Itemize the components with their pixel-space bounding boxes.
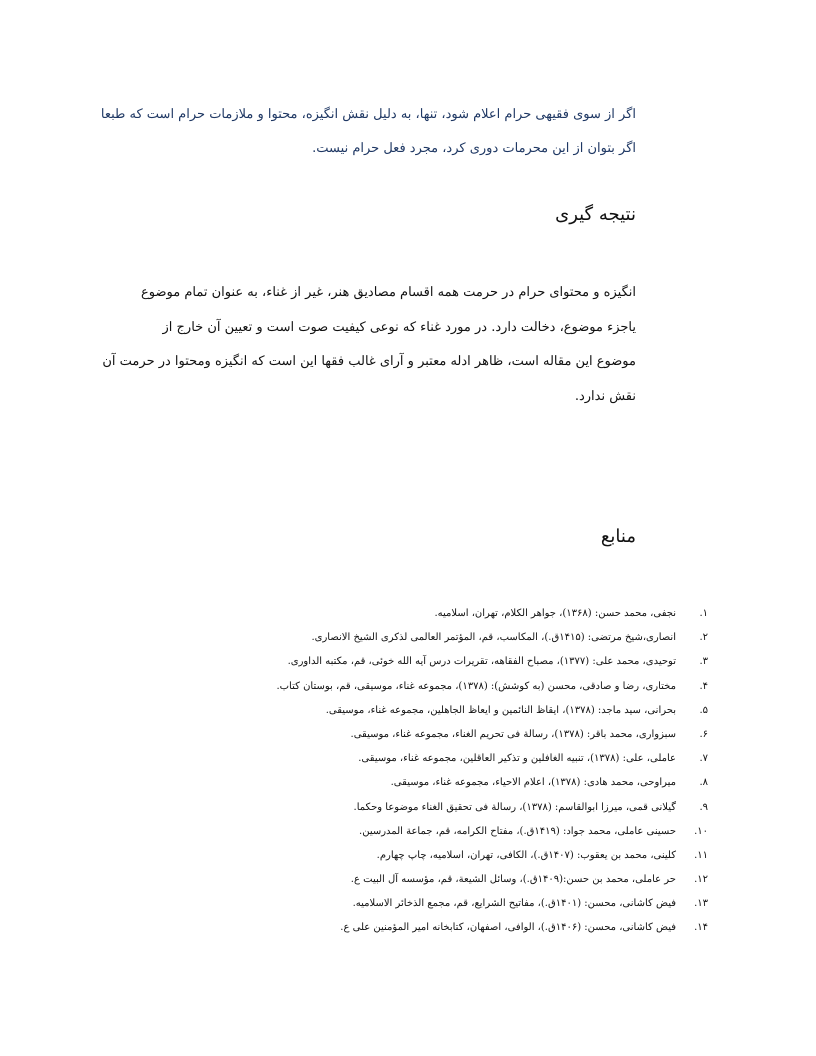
reference-text: فیض کاشانی، محسن: (۱۴۰۶ق.)، الوافی، اصفهان، کتابخانه امیر المؤمنین علی ع. (340, 922, 676, 934)
reference-text: توحیدی، محمد علی: (۱۳۷۷)، مصباح الفقاهه، تقریرات درس آیه الله خوئی، قم، مکتبه الداوری. (287, 656, 676, 668)
reference-number: ۱. (699, 608, 708, 619)
conclusion-line-3: موضوع این مقاله است، ظاهر ادله معتبر و آرای غالب فقها این است که انگیزه ومحتوا در حرمت آن (102, 354, 636, 369)
reference-item (288, 868, 708, 892)
reference-number: ۶. (699, 728, 708, 740)
reference-text: حر عاملی، محمد بن حسن:(۱۴۰۹ق.)، وسائل الشیعة، قم، مؤسسه آل البیت ع. (350, 874, 676, 886)
reference-item (288, 844, 708, 868)
reference-item (288, 796, 708, 820)
reference-item (288, 650, 708, 674)
reference-item (288, 602, 708, 626)
reference-text: گیلانی قمی، میرزا ابوالقاسم: (۱۳۷۸)، رسالة فی تحقیق الغناء موضوعا وحکما. (353, 801, 676, 813)
reference-number: ۷. (699, 753, 708, 765)
reference-item (288, 747, 708, 771)
reference-number: ۱۳. (694, 898, 708, 910)
intro-paragraph (91, 98, 636, 166)
reference-text: عاملی، علی: (۱۳۷۸)، تنبیه الغافلین و تذکیر العاقلین، مجموعه غناء، موسیقی. (358, 753, 676, 765)
reference-item (288, 892, 708, 916)
reference-number: ۱۱. (694, 849, 708, 861)
reference-number: ۹. (699, 801, 708, 813)
reference-item (288, 771, 708, 795)
reference-item (288, 820, 708, 844)
reference-number: ۱۴. (694, 922, 708, 934)
reference-text: فیض کاشانی، محسن: (۱۴۰۱ق.)، مفاتیح الشرایع، قم، مجمع الذخائر الاسلامیه. (352, 898, 676, 910)
reference-number: ۸. (699, 777, 708, 789)
sources-heading: منابع (600, 526, 636, 547)
intro-line-2: اگر بتوان از این محرمات دوری کرد، مجرد فعل حرام نیست. (312, 141, 636, 156)
intro-line-1: اگر از سوی فقیهی حرام اعلام شود، تنها، به دلیل نقش انگیزه، محتوا و ملازمات حرام است که طبعا (100, 107, 636, 122)
reference-number: ۳. (699, 656, 708, 668)
reference-number: ۴. (699, 680, 708, 692)
conclusion-line-1: انگیزه و محتوای حرام در حرمت همه اقسام مصادیق هنر، غیر از غناء، به عنوان تمام موضوع (141, 285, 636, 300)
reference-text: انصاری،شیخ مرتضی: (۱۴۱۵ق.)، المکاسب، قم، المؤتمر العالمی لذکری الشیخ الانصاری. (311, 632, 676, 644)
reference-text: میراوحی، محمد هادی: (۱۳۷۸)، اعلام الاحیاء، مجموعه غناء، موسیقی. (390, 777, 676, 789)
references-list (276, 602, 708, 941)
reference-item (288, 626, 708, 650)
conclusion-line-2: یاجزء موضوع، دخالت دارد. در مورد غناء که نوعی کیفیت صوت است و تعیین آن خارج از (162, 319, 636, 335)
reference-text: حسینی عاملی، محمد جواد: (۱۴۱۹ق.)، مفتاح الکرامه، قم، جماعة المدرسین. (359, 825, 676, 837)
reference-text: بحرانی، سید ماجد: (۱۳۷۸)، ایقاظ النائمین و ایعاظ الجاهلین، مجموعه غناء، موسیقی. (325, 704, 676, 716)
reference-text: مختاری، رضا و صادقی، محسن (به کوشش): (۱۳۷۸)، مجموعه غناء، موسیقی، قم، بوستان کتاب. (276, 680, 676, 692)
reference-text: سبزواری، محمد باقر: (۱۳۷۸)، رسالة فی تحریم الغناء، مجموعه غناء، موسیقی. (350, 728, 676, 740)
reference-text: کلینی، محمد بن یعقوب: (۱۴۰۷ق.)، الکافی، تهران، اسلامیه، چاپ چهارم. (376, 849, 676, 861)
reference-item (288, 916, 708, 940)
reference-item (288, 723, 708, 747)
conclusion-line-4: نقش ندارد. (574, 388, 636, 404)
reference-item (288, 699, 708, 723)
reference-item (276, 675, 708, 699)
reference-number: ۱۲. (694, 874, 708, 886)
conclusion-heading: نتیجه گیری (555, 204, 636, 225)
reference-number: ۵. (699, 704, 708, 716)
reference-number: ۲. (699, 632, 708, 644)
reference-number: ۱۰. (694, 825, 708, 837)
conclusion-paragraph (102, 276, 636, 414)
reference-text: نجفی، محمد حسن: (۱۳۶۸)، جواهر الکلام، تهران، اسلامیه. (434, 608, 676, 619)
